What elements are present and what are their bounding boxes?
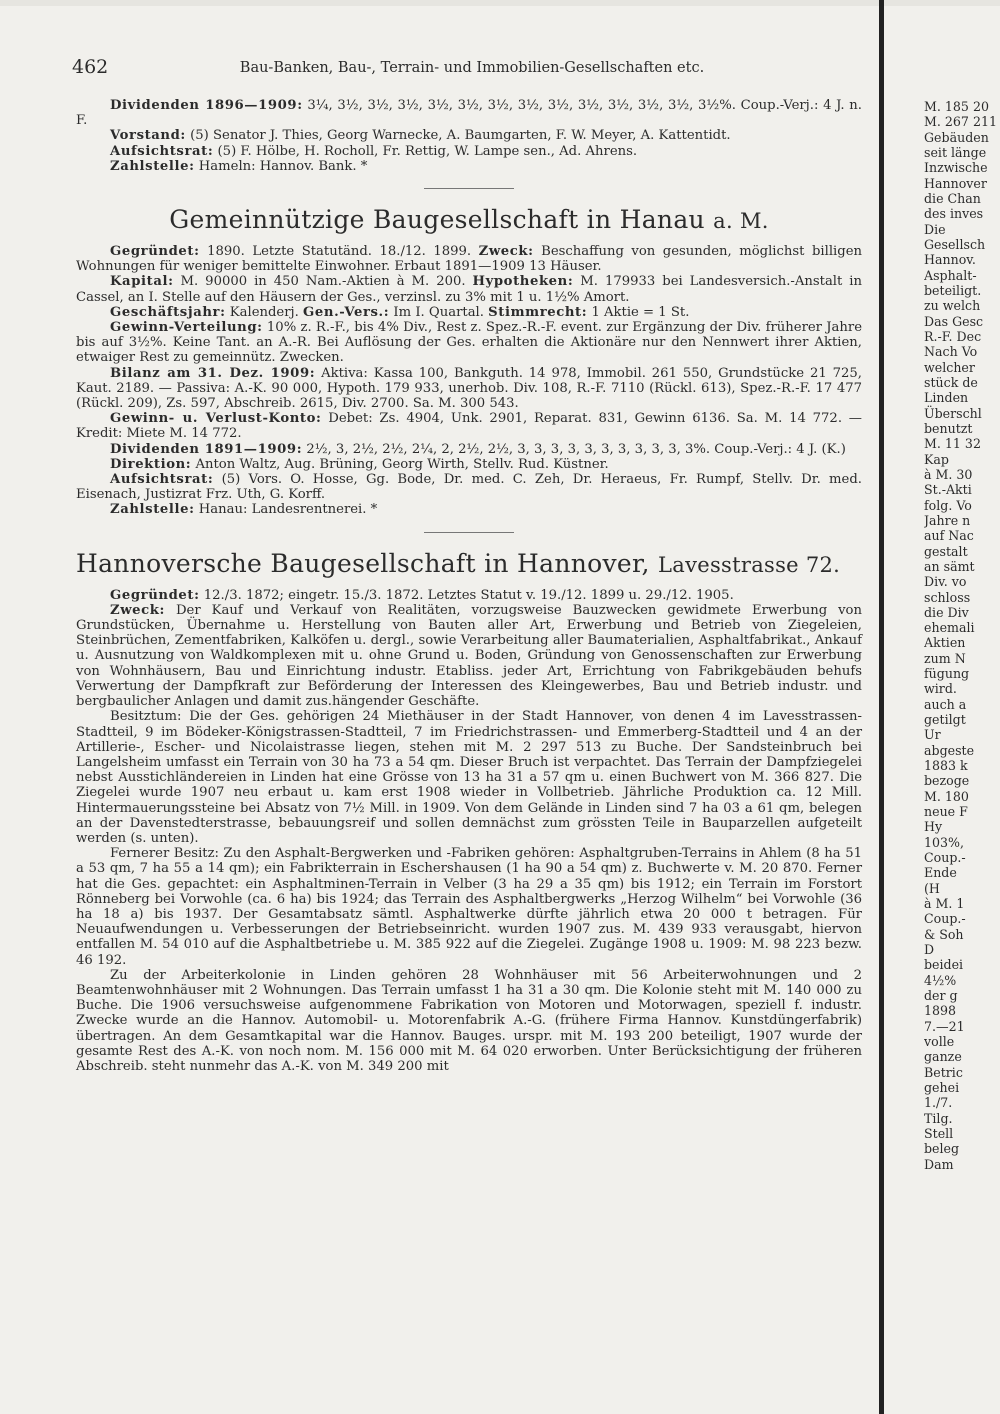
- hanau-management: Direktion: Anton Waltz, Aug. Brüning, Georg Wirth, Stellv. Rud. Küstner.: [110, 456, 609, 472]
- hanau-balance-sheet: Bilanz am 31. Dez. 1909: Aktiva: Kassa 100, Bankguth. 14 978, Immobil. 261 550, Grundstücke 21 725, Kaut. 2189. — Passiva: A.-K. 90 000, Hypoth. 179 933, unerhob. Div. 108, R.-F. 7110 (Rückl. 613), Spez.-R.-F. 17 477 (Rückl. 209), Zs. 597, Abschreib. 2615, Div. 2700. Sa. M. 300 543.: [76, 365, 862, 412]
- hannover-further-property: Fernerer Besitz: Zu den Asphalt-Bergwerken und -Fabriken gehören: Asphaltgruben-Terrains in Ahlem (8 ha 51 a 53 qm, 7 ha 55 a 14 qm); ein Fabrikterrain in Eschershausen (1 ha 90 a 54 qm) z. Buchwerte v. M. 20 870. Ferner hat die Ges. gepachtet: ein Asphaltminen-Terrain in Velber (3 ha 29 a 35 qm) bis 1912; ein Terrain im Forstort Rönneberg bei Vorwohle (ca. 6 ha) bis 1924; das Terrain des Asphaltbergwerks „Herzog Wilhelm“ bei Vorwohle (36 ha 18 a) bis 1937. Der Gesamtabsatz sämtl. Asphaltwerke dürfte jährlich etwa 20 000 t betragen. Für Neuaufwendungen u. Verbesserungen der Betriebseinricht. wurden 1907 zus. M. 439 933 verausgabt, hiervon entfallen M. 54 010 auf die Asphaltbetriebe u. M. 385 922 auf die Ziegelei. Zugänge 1908 u. 1909: M. 98 223 bezw. 46 192.: [76, 846, 862, 968]
- hanau-profit-loss: Gewinn- u. Verlust-Konto: Debet: Zs. 4904, Unk. 2901, Reparat. 831, Gewinn 6136. Sa. M. 14 772. — Kredit: Miete M. 14 772.: [76, 411, 862, 442]
- supervisory-board-line: Aufsichtsrat: (5) F. Hölbe, H. Rocholl, Fr. Rettig, W. Lampe sen., Ad. Ahrens.: [110, 143, 638, 159]
- hanau-supervisory-board: Aufsichtsrat: (5) Vors. O. Hosse, Gg. Bode, Dr. med. C. Zeh, Dr. Heraeus, Fr. Rumpf, Stellv. Dr. med. Eisenach, Justizrat Frz. Uth, G. Korff.: [76, 472, 862, 503]
- company-address: Lavesstrasse 72.: [658, 552, 841, 577]
- running-title: Bau-Banken, Bau-, Terrain- und Immobilien-Gesellschaften etc.: [239, 60, 705, 76]
- hannover-workers-colony: Zu der Arbeiterkolonie in Linden gehören 28 Wohnhäuser mit 56 Arbeiterwohnungen und 2 Beamtenwohnhäuser mit 2 Wohnungen. Das Terrain umfasst 1 ha 31 a 30 qm. Die Kolonie steht mit M. 140 000 zu Buche. Die 1906 versuchsweise aufgenommene Fabrikation von Motoren und Motorwagen, speziell f. industr. Zwecke wurde an die Hannov. Automobil- u. Motorenfabrik A.-G. (frühere Firma Hannov. Kunstdüngerfabrik) übertragen. An dem Gesamtkapital war die Hannov. Bauges. urspr. mit M. 193 200 beteiligt, 1907 wurde der gesamte Rest des A.-K. von noch nom. M. 156 000 mit M. 64 020 erworben. Unter Berücksichtigung der früheren Abschreib. steht nunmehr das A.-K. von M. 349 200 mit: [76, 967, 862, 1074]
- scan-edge: [0, 0, 1000, 6]
- hanau-profit-distribution: Gewinn-Verteilung: 10% z. R.-F., bis 4% Div., Rest z. Spez.-R.-F. event. zur Ergänzung der Div. früherer Jahre bis auf 3½%. Keine Tant. an A.-R. Bei Auflösung der Ges. erhalten die Aktionäre nur den Nennwert ihrer Aktien, etwaiger Rest zu gemeinnütz. Zwecken.: [76, 320, 862, 366]
- hannover-founded: Gegründet: 12./3. 1872; eingetr. 15./3. 1872. Letztes Statut v. 19./12. 1899 u. 29./12. 1905.: [110, 587, 734, 603]
- hanau-dividends: Dividenden 1891—1909: 2½, 3, 2½, 2½, 2¼, 2, 2½, 2½, 3, 3, 3, 3, 3, 3, 3, 3, 3, 3, 3%. Coup.-Verj.: 4 J. (K.): [110, 441, 846, 457]
- hanau-fiscal-year: Geschäftsjahr: Kalenderj. Gen.-Vers.: Im I. Quartal. Stimmrecht: 1 Aktie = 1 St.: [110, 304, 690, 320]
- hanau-founded-purpose: Gegründet: 1890. Letzte Statutänd. 18./12. 1899. Zweck: Beschaffung von gesunden, möglichst billigen Wohnungen für weniger bemittelte Einwohner. Erbaut 1891—1909 13 Häuser.: [76, 244, 862, 275]
- company-title-hanau: Gemeinnützige Baugesellschaft in Hanau a. M.: [169, 205, 769, 235]
- paying-agent-line: Zahlstelle: Hameln: Hannov. Bank. *: [110, 158, 368, 174]
- hannover-property: Besitztum: Die der Ges. gehörigen 24 Miethäuser in der Stadt Hannover, von denen 4 im Lavesstrassen-Stadtteil, 9 im Bödeker-Königstrassen-Stadtteil, 7 im Friedrichstrassen- und Emmerberg-Stadtteil und 4 an der Artillerie-, Escher- und Nicolaistrasse liegen, stehen mit M. 2 297 513 zu Buche. Der Sandsteinbruch bei Langelsheim umfasst ein Terrain von 30 ha 73 a 54 qm. Dieser Bruch ist verpachtet. Das Terrain der Dampfziegelei nebst Ausstichländereien in Linden hat eine Grösse von 13 ha 31 a 57 qm u. einen Buchwert von M. 366 827. Die Ziegelei wurde 1907 neu erbaut u. kam erst 1908 wieder in Vollbetrieb. Jährliche Produktion ca. 12 Mill. Hintermauerungssteine bei Absatz von 7½ Mill. in 1909. Von dem Gelände in Linden sind 7 ha 03 a 61 qm, belegen an der Davenstedterstrasse, bebauungsreif und sollen demnächst zum grössten Teile in Bauparzellen aufgeteilt werden (s. unten).: [76, 709, 862, 846]
- main-column: [76, 98, 862, 1074]
- board-line: Vorstand: (5) Senator J. Thies, Georg Warnecke, A. Baumgarten, F. W. Meyer, A. Kattentidt.: [110, 128, 731, 144]
- company-title-hannover: Hannoversche Baugesellschaft in Hannover, Lavesstrasse 72.: [76, 548, 841, 578]
- hannover-purpose: Zweck: Der Kauf und Verkauf von Realitäten, vorzugsweise Bauzwecken gewidmete Erwerbung von Grundstücken, Übernahme u. Herstellung von Bauten aller Art, Erwerbung und Betrieb von Ziegeleien, Steinbrüchen, Zementfabriken, Kalköfen u. dergl., sowie Verarbeitung aller Baumaterialien, Asphaltfabrikat., Ankauf u. Ausnutzung von Waldkomplexen mit u. ohne Grund u. Boden, Gründung von Genossenschaften zur Erwerbung von Wohnhäusern, Bau und Einrichtung industr. Etabliss. jeder Art, Errichtung von Fabrikgebäuden behufs Verwertung der Dampfkraft zur Beförderung der Interessen des Kleingewerbes, Bau und Betrieb industr. und bergbaulicher Anlagen und damit zus.hängender Geschäfte.: [76, 602, 862, 710]
- adjacent-column-fragment: M. 185 20 M. 267 211 Gebäuden seit länge Inzwische Hannover die Chan des inves Die Gesellsch Hannov. Asphalt- beteiligt. zu welch Das Gesc R.-F. Dec Nach Vo welcher stück de Linden Überschl benutzt M. 11 32 Kap à M. 30 St.-Akti folg. Vo Jahre n auf Nac gestalt an sämt Div. vo schloss die Div ehemali Aktien zum N fügung wird. auch a getilgt Ur abgeste 1883 k bezoge M. 180 neue F Hy 103%, Coup.- Ende (H à M. 1 Coup.- & Soh D beidei 4½% der g 1898 7.—21 volle ganze Betric gehei 1./7. Tilg. Stell beleg Dam: [924, 99, 997, 1172]
- page-number: 462: [72, 56, 109, 78]
- hanau-capital: Kapital: M. 90000 in 450 Nam.-Aktien à M. 200. Hypotheken: M. 179933 bei Landesversich.-Anstalt in Cassel, an I. Stelle auf den Häusern der Ges., verzinsl. zu 3% mit 1 u. 1½% Amort.: [76, 274, 862, 305]
- separator-rule: [424, 532, 514, 533]
- column-divider: [879, 0, 884, 1414]
- page-header: [72, 56, 872, 86]
- hanau-paying-agent: Zahlstelle: Hanau: Landesrentnerei. *: [110, 502, 378, 518]
- separator-rule: [424, 188, 514, 189]
- dividends-line: Dividenden 1896—1909: 3¼, 3½, 3½, 3½, 3½, 3½, 3½, 3½, 3½, 3½, 3½, 3½, 3½, 3½%. Coup.-Verj.: 4 J. n. F.: [76, 98, 862, 129]
